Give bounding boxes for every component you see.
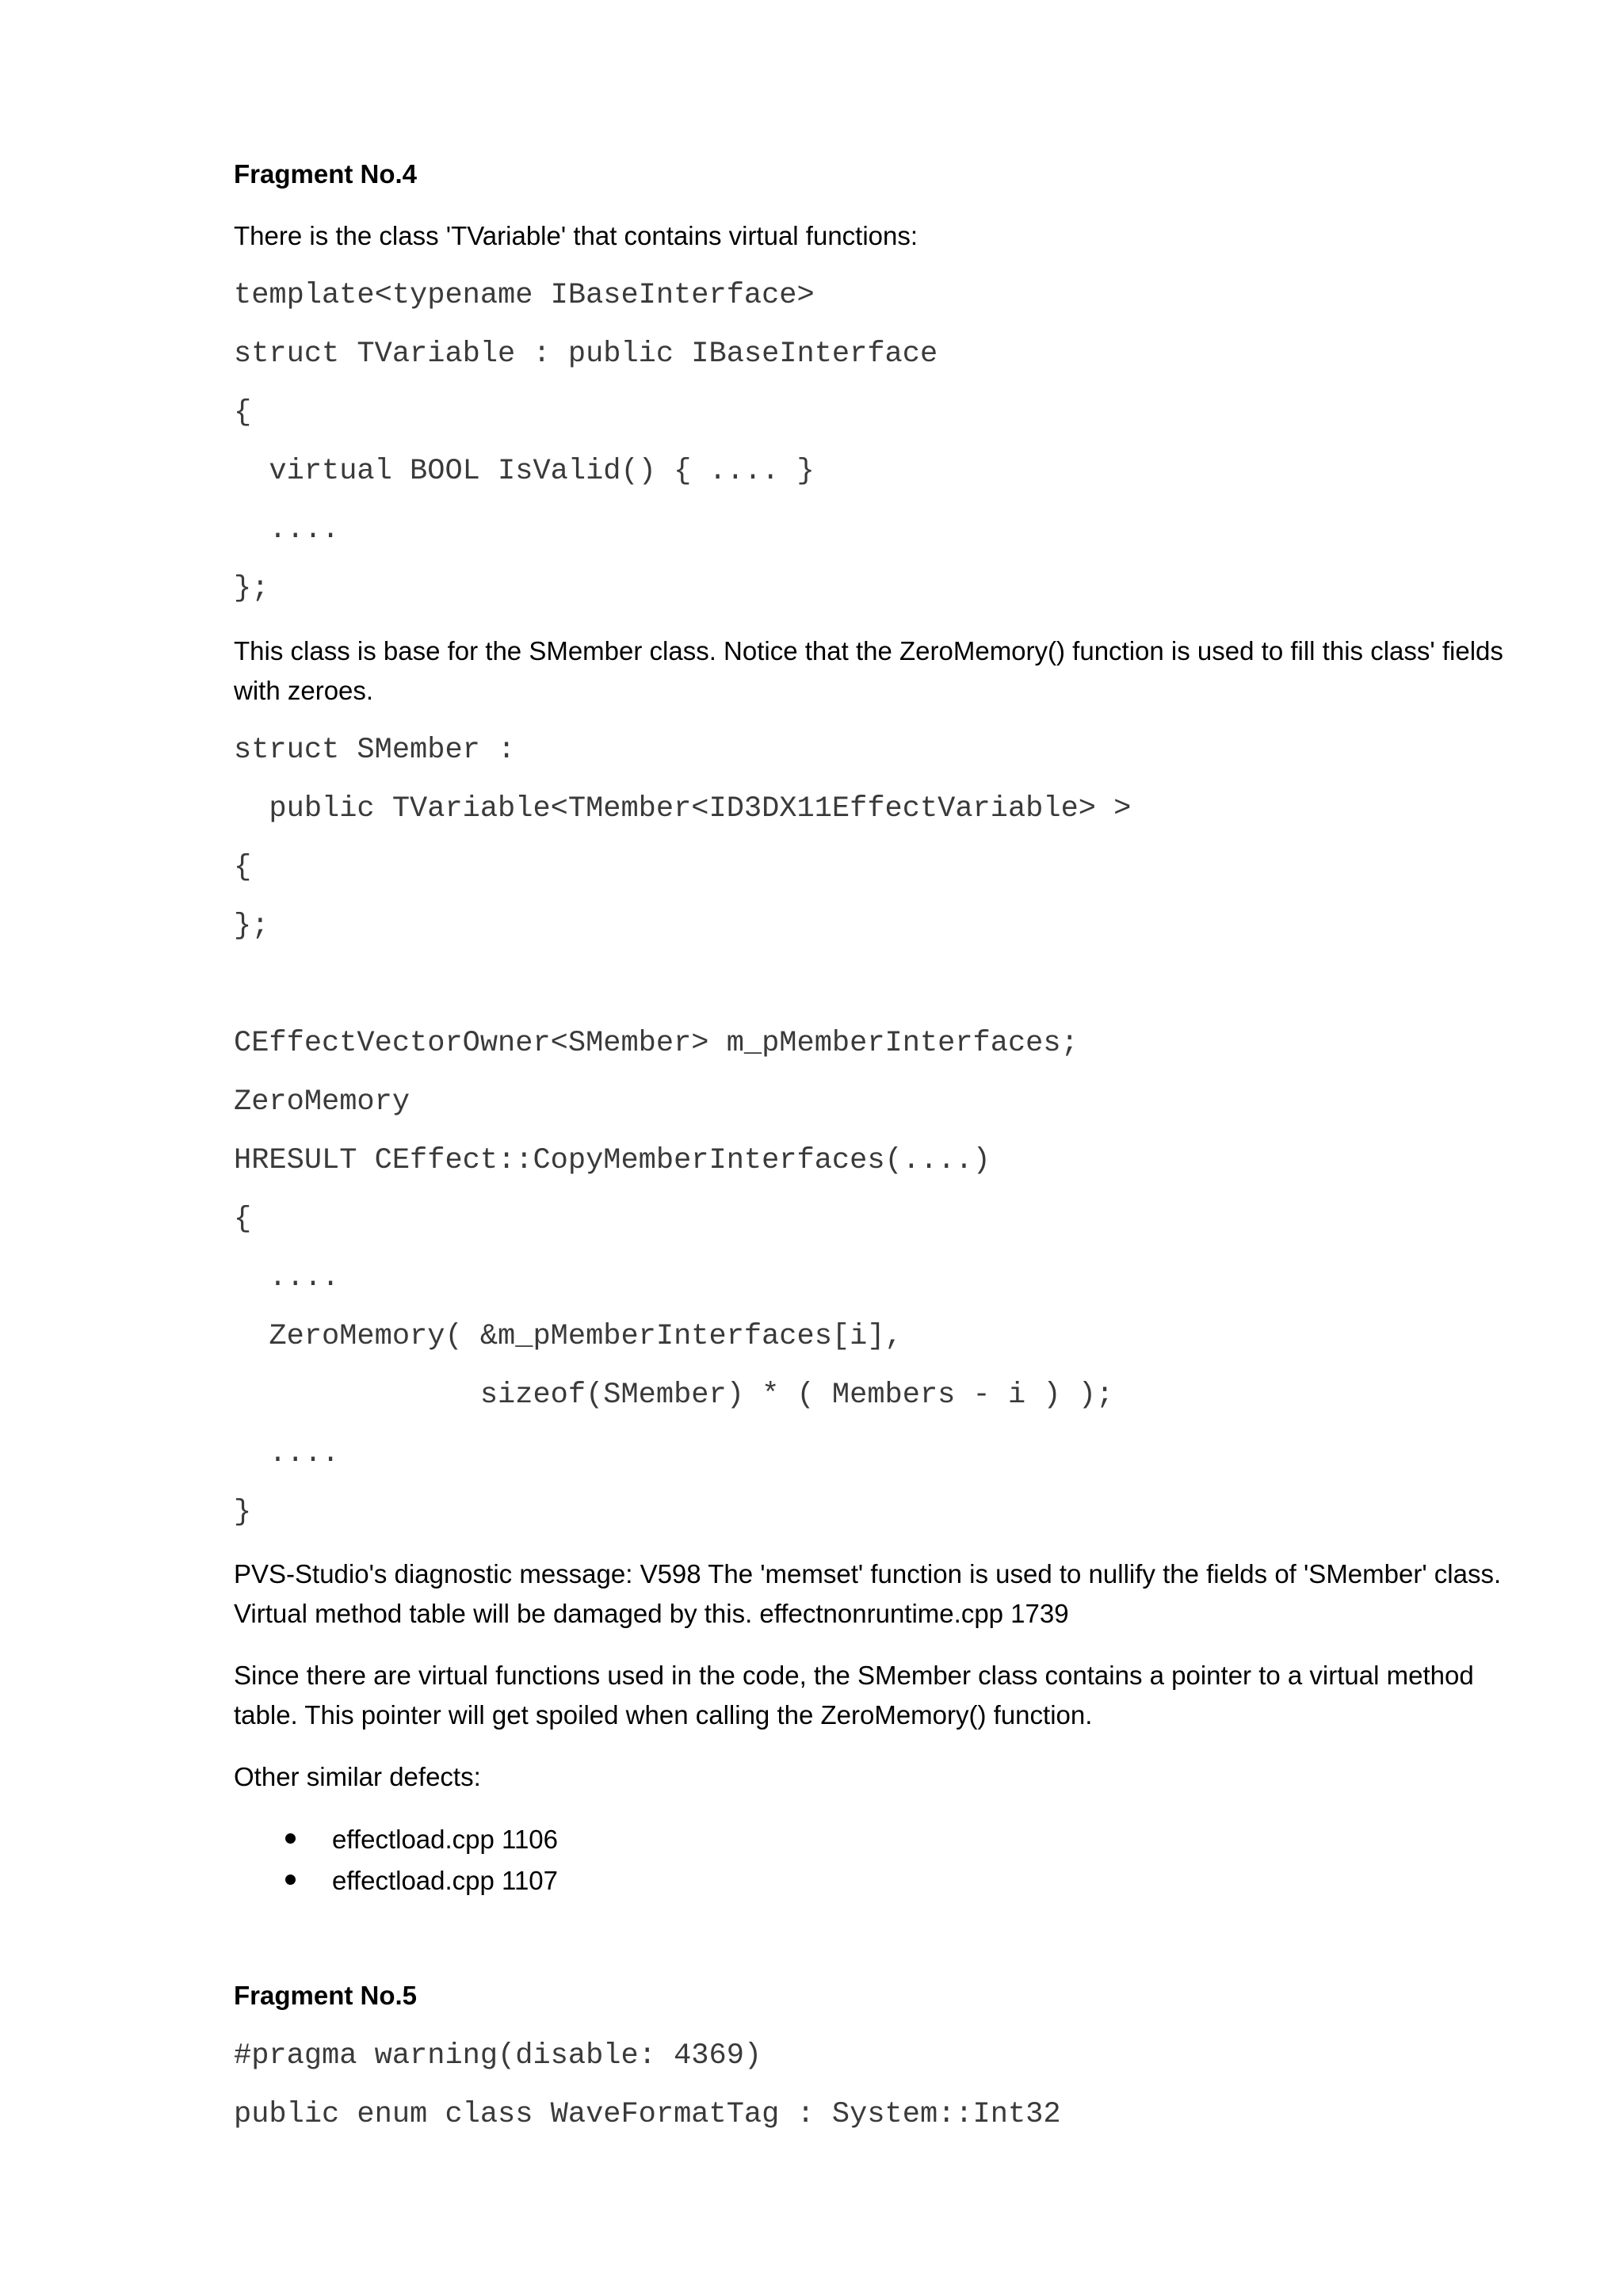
explanation-paragraph: Since there are virtual functions used in the code, the SMember class contains a pointer to a virtual method table. This pointer will get spoiled when calling the ZeroMemory() function. [234,1661,1474,1730]
code-line: #pragma warning(disable: 4369) [234,2039,762,2073]
code-line: }; [234,910,269,943]
code-line: .... [234,1261,340,1295]
code-line: .... [234,1437,340,1470]
fragment-4-intro: There is the class 'TVariable' that contains virtual functions: [234,221,918,250]
bullet-icon [285,1875,296,1885]
fragment-4-heading: Fragment No.4 [234,159,418,189]
code-line: } [234,1496,252,1529]
bullet-icon [285,1833,296,1844]
code-line: sizeof(SMember) * ( Members - i ) ); [234,1379,1114,1412]
code-line: virtual BOOL IsValid() { .... } [234,455,815,488]
code-line: struct TVariable : public IBaseInterface [234,338,938,371]
code-line: ZeroMemory( &m_pMemberInterfaces[i], [234,1320,903,1353]
code-line: { [234,1203,252,1236]
code-line: CEffectVectorOwner<SMember> m_pMemberInterfaces; [234,1027,1079,1060]
code-line: HRESULT CEffect::CopyMemberInterfaces(....) [234,1144,991,1177]
fragment-5-heading: Fragment No.5 [234,1981,418,2010]
fragment-4-paragraph: This class is base for the SMember class. Notice that the ZeroMemory() function is used to fill this class' fields with zeroes. [234,636,1503,705]
code-line: ZeroMemory [234,1085,411,1119]
code-line: template<typename IBaseInterface> [234,279,815,312]
list-item [234,1819,558,1860]
similar-defects-label: Other similar defects: [234,1762,481,1791]
diagnostic-message: PVS-Studio's diagnostic message: V598 The 'memset' function is used to nullify the fields of 'SMember' class. Virtual method table will be damaged by this. effectnonruntime.cpp 1739 [234,1559,1502,1628]
similar-defects-list [234,1819,558,1901]
list-item-text: effectload.cpp 1106 [332,1825,559,1854]
code-line: { [234,396,252,429]
code-line: struct SMember : [234,734,516,767]
code-line: public TVariable<TMember<ID3DX11EffectVariable> > [234,792,1132,826]
code-line: }; [234,572,269,605]
list-item-text: effectload.cpp 1107 [332,1866,559,1895]
list-item [234,1860,558,1901]
code-line: { [234,851,252,884]
code-line: public enum class WaveFormatTag : System::Int32 [234,2098,1061,2131]
code-line: .... [234,513,340,547]
